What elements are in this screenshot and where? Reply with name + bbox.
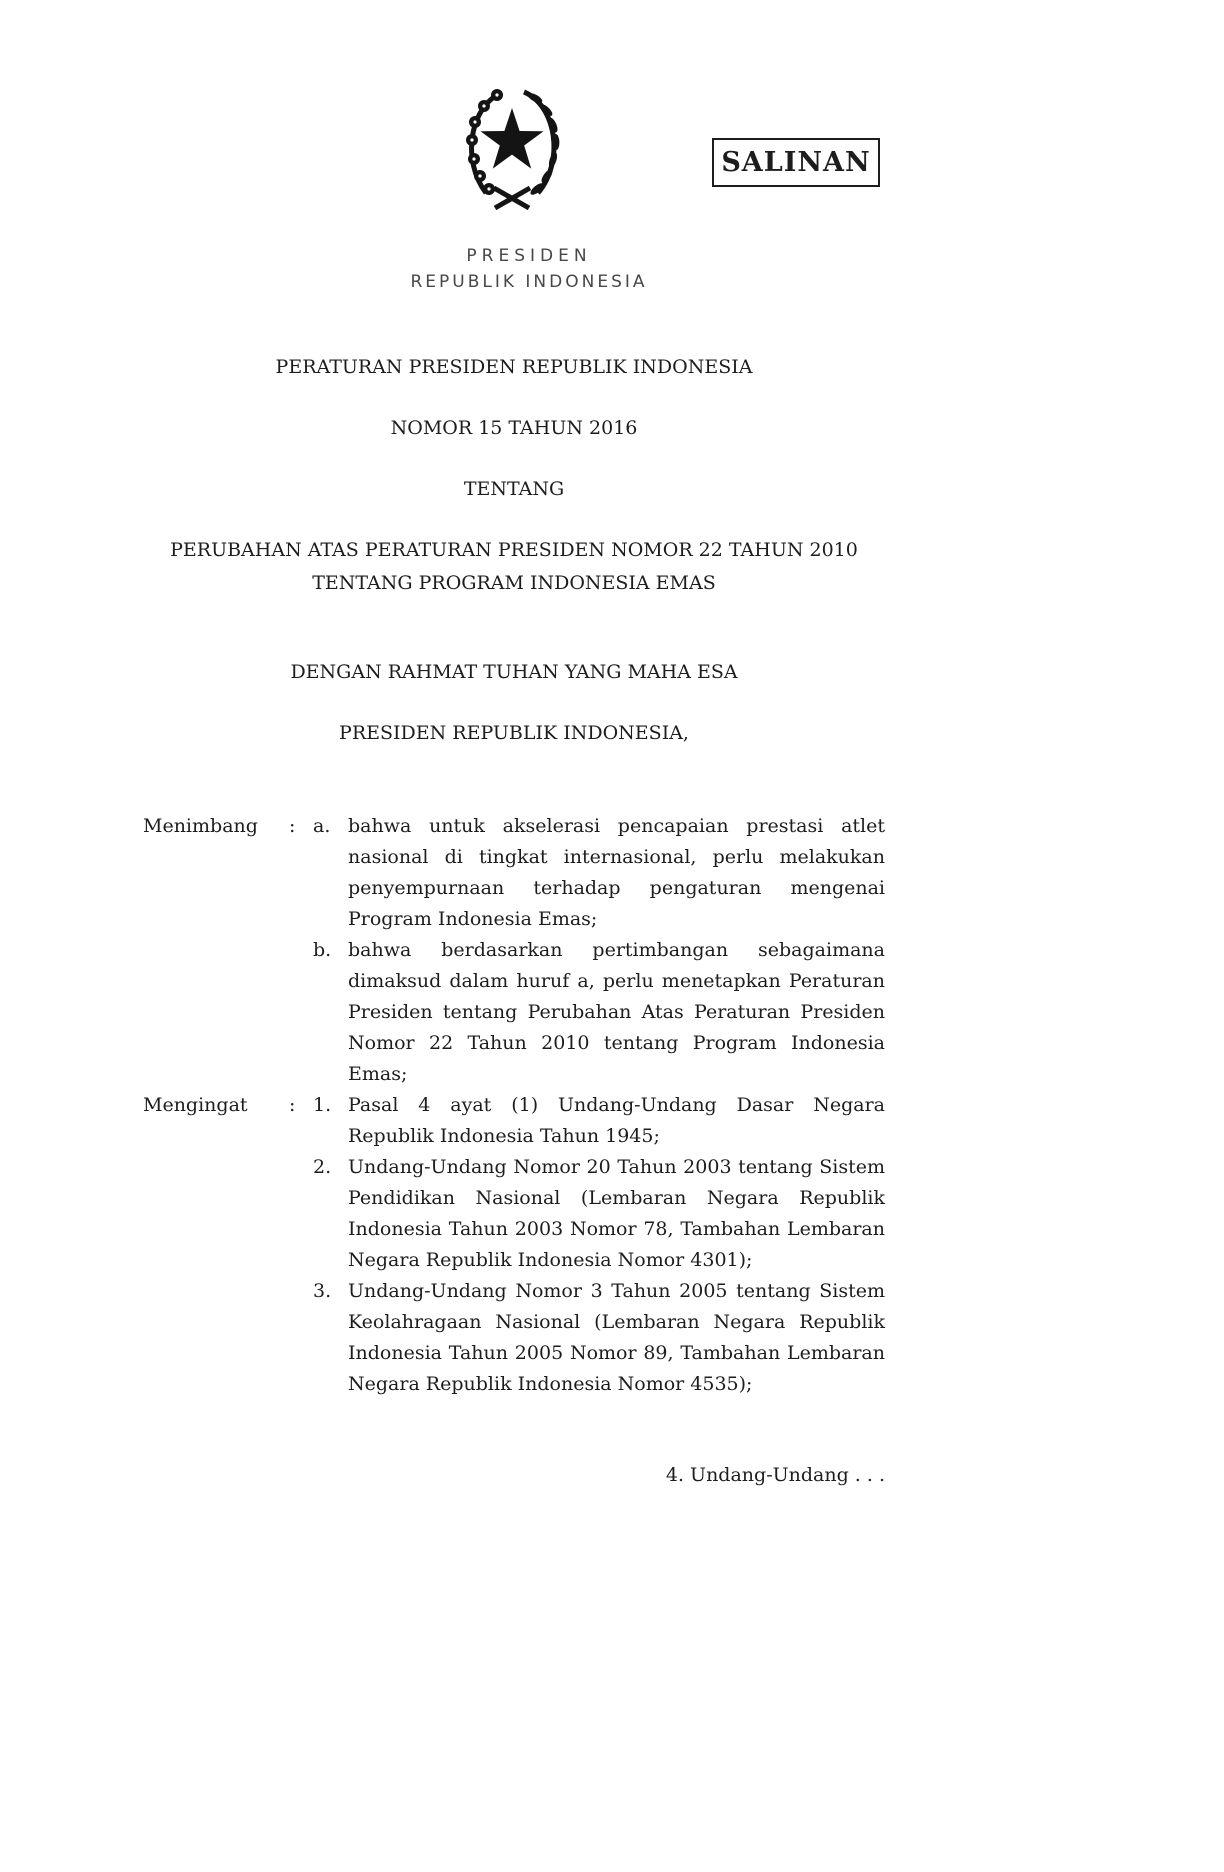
recalling-item-1 bbox=[313, 1090, 885, 1152]
regulation-number: NOMOR 15 TAHUN 2016 bbox=[390, 417, 638, 439]
letterhead-republik-indonesia: REPUBLIK INDONESIA bbox=[410, 272, 648, 292]
subject-line-2: TENTANG PROGRAM INDONESIA EMAS bbox=[312, 572, 716, 594]
letterhead bbox=[0, 246, 1058, 292]
recalling-item-3 bbox=[313, 1276, 885, 1400]
item-text: bahwa berdasarkan pertimbangan sebagaimana dimaksud dalam huruf a, perlu menetapkan Peraturan Presiden tentang Perubahan Atas Peraturan Presiden Nomor 22 Tahun 2010 tentang Program Indonesia Emas; bbox=[348, 939, 885, 1085]
letterhead-presiden: PRESIDEN bbox=[466, 246, 592, 266]
considering-clause bbox=[143, 811, 885, 1090]
recalling-clause bbox=[143, 1090, 885, 1400]
considering-colon: : bbox=[289, 815, 296, 837]
considering-label: Menimbang bbox=[143, 815, 258, 837]
title-block bbox=[143, 352, 885, 749]
page-catchword: 4. Undang-Undang . . . bbox=[665, 1464, 885, 1486]
recalling-item-2 bbox=[313, 1152, 885, 1276]
item-marker: b. bbox=[313, 939, 332, 961]
subject-line-1: PERUBAHAN ATAS PERATURAN PRESIDEN NOMOR 22 TAHUN 2010 bbox=[170, 539, 858, 561]
regulation-title: PERATURAN PRESIDEN REPUBLIK INDONESIA bbox=[275, 356, 753, 378]
recalling-items bbox=[313, 1090, 885, 1400]
salinan-stamp-label: SALINAN bbox=[721, 147, 871, 178]
recalling-label: Mengingat bbox=[143, 1094, 248, 1116]
recalling-colon: : bbox=[289, 1094, 296, 1116]
item-marker: 2. bbox=[313, 1156, 332, 1178]
item-marker: 1. bbox=[313, 1094, 332, 1116]
item-text: Undang-Undang Nomor 20 Tahun 2003 tentang Sistem Pendidikan Nasional (Lembaran Negara Republik Indonesia Tahun 2003 Nomor 78, Tambahan Lembaran Negara Republik Indonesia Nomor 4301); bbox=[348, 1156, 885, 1271]
considering-items bbox=[313, 811, 885, 1090]
presidential-emblem-icon bbox=[437, 80, 587, 228]
document-body bbox=[143, 352, 885, 1491]
item-marker: 3. bbox=[313, 1280, 332, 1302]
item-text: bahwa untuk akselerasi pencapaian prestasi atlet nasional di tingkat internasional, perlu melakukan penyempurnaan terhadap pengaturan mengenai Program Indonesia Emas; bbox=[348, 815, 885, 930]
item-marker: a. bbox=[313, 815, 331, 837]
enacting-authority-line: PRESIDEN REPUBLIK INDONESIA, bbox=[339, 722, 689, 744]
considering-item-b bbox=[313, 935, 885, 1090]
tentang-label: TENTANG bbox=[463, 478, 565, 500]
preamble-clauses bbox=[143, 811, 885, 1400]
considering-item-a bbox=[313, 811, 885, 935]
invocation-line: DENGAN RAHMAT TUHAN YANG MAHA ESA bbox=[290, 661, 738, 683]
salinan-stamp-box bbox=[712, 138, 880, 187]
item-text: Pasal 4 ayat (1) Undang-Undang Dasar Negara Republik Indonesia Tahun 1945; bbox=[348, 1094, 885, 1147]
item-text: Undang-Undang Nomor 3 Tahun 2005 tentang Sistem Keolahragaan Nasional (Lembaran Negara Republik Indonesia Tahun 2005 Nomor 89, Tambahan Lembaran Negara Republik Indonesia Nomor 4535); bbox=[348, 1280, 885, 1395]
